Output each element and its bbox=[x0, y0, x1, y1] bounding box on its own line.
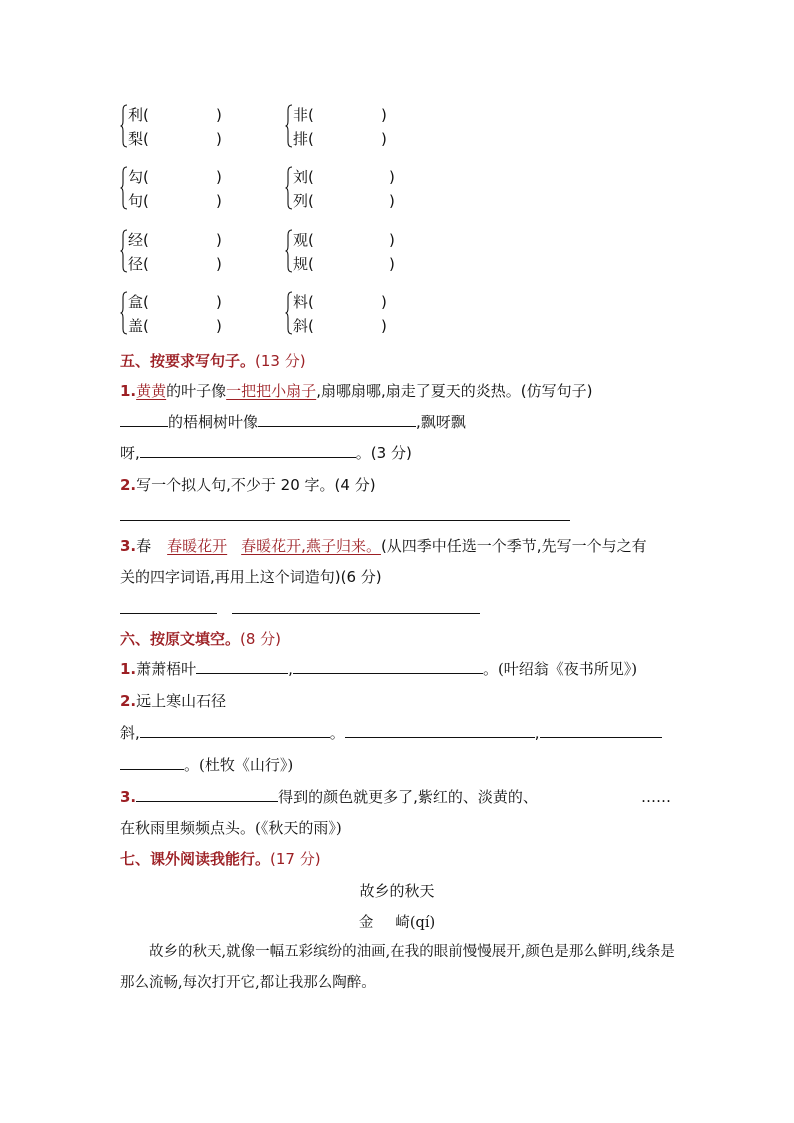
s5-q2-blank[interactable] bbox=[120, 505, 570, 521]
s6-q3-line2 bbox=[120, 817, 342, 839]
char-pair-bottom-line[interactable] bbox=[293, 315, 387, 337]
s6-q3-line1 bbox=[120, 786, 538, 808]
s5-q2 bbox=[120, 474, 376, 496]
section-6-title bbox=[120, 628, 281, 649]
close-paren: ) bbox=[216, 106, 222, 124]
s5-q1-blank-1[interactable] bbox=[120, 411, 168, 427]
char-pair-top-line[interactable] bbox=[293, 104, 387, 126]
s5-q1-blank-2[interactable] bbox=[258, 411, 416, 427]
s5-q2-number: 2. bbox=[120, 476, 137, 494]
close-paren: ) bbox=[381, 293, 387, 311]
s6-q2-line2 bbox=[120, 722, 662, 744]
char-pair-4 bbox=[285, 165, 395, 211]
s5-q1-red-word: 黄黄 bbox=[136, 382, 167, 400]
char-pair-top-line[interactable] bbox=[128, 166, 222, 188]
s6-q3-blank[interactable] bbox=[136, 786, 278, 802]
char-pair-top-char: 观( bbox=[293, 231, 314, 249]
char-pair-bottom-char: 排( bbox=[293, 130, 314, 148]
article-title: 故乡的秋天 bbox=[359, 882, 435, 900]
char-pair-top-char: 勾( bbox=[128, 168, 149, 186]
brace-icon bbox=[285, 290, 293, 336]
s5-q1-line3-end: 。(3 分) bbox=[355, 444, 412, 462]
s6-q2-blank-3[interactable] bbox=[540, 722, 662, 738]
s5-q1-text-2: ,扇哪扇哪,扇走了夏天的炎热。(仿写句子) bbox=[316, 382, 593, 400]
char-pair-top-char: 料( bbox=[293, 293, 314, 311]
char-pair-bottom-line[interactable] bbox=[128, 190, 222, 212]
s6-q2-blank-4[interactable] bbox=[120, 754, 184, 770]
s6-q2-number: 2. bbox=[120, 692, 137, 710]
close-paren: ) bbox=[389, 168, 395, 186]
char-pair-6 bbox=[285, 228, 395, 274]
s6-q2-source: (杜牧《山行》) bbox=[199, 756, 294, 774]
s5-q1-line3 bbox=[120, 442, 412, 464]
brace-icon bbox=[120, 290, 128, 336]
char-pair-bottom-char: 句( bbox=[128, 192, 149, 210]
close-paren: ) bbox=[381, 106, 387, 124]
char-pair-top-char: 刘( bbox=[293, 168, 314, 186]
char-pair-bottom-line[interactable] bbox=[128, 315, 222, 337]
s5-q3-number: 3. bbox=[120, 537, 137, 555]
s5-q1-text-1: 的叶子像 bbox=[166, 382, 227, 400]
close-paren: ) bbox=[381, 130, 387, 148]
s5-q1-line2-end: ,飘呀飘 bbox=[416, 413, 466, 431]
s5-q1-number: 1. bbox=[120, 382, 137, 400]
brace-icon bbox=[120, 165, 128, 211]
char-pair-top-line[interactable] bbox=[128, 291, 222, 313]
s5-q2-answer-line[interactable] bbox=[120, 505, 570, 527]
char-pair-bottom-line[interactable] bbox=[293, 128, 387, 150]
char-pair-top-line[interactable] bbox=[128, 229, 222, 251]
s6-q1-comma: , bbox=[288, 660, 293, 678]
s6-q2-text: 远上寒山石径 bbox=[136, 692, 227, 710]
s6-q2-line1 bbox=[120, 690, 226, 712]
char-pair-5 bbox=[120, 228, 230, 274]
s6-q2-blank-2[interactable] bbox=[345, 722, 535, 738]
brace-icon bbox=[120, 228, 128, 274]
article-author bbox=[0, 911, 794, 932]
brace-icon bbox=[285, 165, 293, 211]
char-pair-top-line[interactable] bbox=[293, 229, 395, 251]
char-pair-bottom-char: 径( bbox=[128, 255, 149, 273]
close-paren: ) bbox=[216, 293, 222, 311]
char-pair-top-char: 非( bbox=[293, 106, 314, 124]
close-paren: ) bbox=[216, 317, 222, 335]
s5-q3-season: 春 bbox=[136, 537, 152, 555]
section-5-points: (13 分) bbox=[255, 352, 306, 370]
char-pair-top-line[interactable] bbox=[293, 291, 387, 313]
s5-q1-line1 bbox=[120, 380, 592, 402]
char-pair-1 bbox=[120, 103, 230, 149]
s5-q3-answer-line bbox=[120, 598, 480, 620]
s5-q2-text: 写一个拟人句,不少于 20 字。(4 分) bbox=[136, 476, 376, 494]
close-paren: ) bbox=[216, 192, 222, 210]
author-surname: 金 bbox=[358, 915, 374, 931]
char-pair-top-char: 利( bbox=[128, 106, 149, 124]
close-paren: ) bbox=[216, 168, 222, 186]
char-pair-8 bbox=[285, 290, 395, 336]
s6-q1 bbox=[120, 658, 637, 680]
s6-q1-blank-2[interactable] bbox=[293, 658, 483, 674]
s5-q3-line1 bbox=[120, 535, 647, 557]
brace-icon bbox=[285, 228, 293, 274]
s6-q2-end: 。 bbox=[184, 756, 200, 774]
s6-q1-number: 1. bbox=[120, 660, 137, 678]
section-5-title bbox=[120, 350, 306, 371]
s5-q3-blank-word[interactable] bbox=[120, 598, 217, 614]
s6-q2-line2-start: 斜, bbox=[120, 724, 140, 742]
section-7-title-text: 七、课外阅读我能行。 bbox=[120, 850, 271, 868]
s6-q3-dots bbox=[641, 786, 671, 808]
char-pair-7 bbox=[120, 290, 230, 336]
char-pair-bottom-char: 列( bbox=[293, 192, 314, 210]
close-paren: ) bbox=[389, 231, 395, 249]
s5-q1-line2 bbox=[120, 411, 466, 433]
author-name: 崎(qí) bbox=[395, 915, 436, 931]
brace-icon bbox=[285, 103, 293, 149]
s5-q1-line2-text: 的梧桐树叶像 bbox=[168, 413, 259, 431]
close-paren: ) bbox=[216, 231, 222, 249]
char-pair-bottom-line[interactable] bbox=[293, 190, 395, 212]
s6-q2-blank-1[interactable] bbox=[140, 722, 330, 738]
close-paren: ) bbox=[381, 317, 387, 335]
s6-q1-end: 。 bbox=[482, 660, 498, 678]
char-pair-top-char: 经( bbox=[128, 231, 149, 249]
s5-q1-blank-3[interactable] bbox=[140, 442, 356, 458]
s6-q3-number: 3. bbox=[120, 788, 137, 806]
s5-q1-underlined-phrase: 一把把小扇子 bbox=[226, 382, 317, 400]
char-pair-top-line[interactable] bbox=[128, 104, 222, 126]
brace-icon bbox=[120, 103, 128, 149]
char-pair-top-line[interactable] bbox=[293, 166, 395, 188]
s6-q2-line3 bbox=[120, 754, 293, 776]
s5-q3-instruction-2: 关的四字词语,再用上这个词造句)(6 分) bbox=[120, 568, 382, 586]
s6-q3-text: 得到的颜色就更多了,紫红的、淡黄的、 bbox=[278, 788, 538, 806]
close-paren: ) bbox=[216, 255, 222, 273]
s6-q3-source: (《秋天的雨》) bbox=[255, 819, 342, 837]
char-pair-3 bbox=[120, 165, 230, 211]
s6-q1-text: 萧萧梧叶 bbox=[136, 660, 197, 678]
section-6-points: (8 分) bbox=[240, 630, 282, 648]
s5-q3-example-sentence: 春暖花开,燕子归来。 bbox=[241, 537, 381, 555]
section-7-points: (17 分) bbox=[270, 850, 321, 868]
s5-q3-example-word: 春暖花开 bbox=[167, 537, 228, 555]
char-pair-bottom-char: 盖( bbox=[128, 317, 149, 335]
s5-q3-blank-sentence[interactable] bbox=[232, 598, 480, 614]
char-pair-bottom-char: 梨( bbox=[128, 130, 149, 148]
close-paren: ) bbox=[389, 192, 395, 210]
s6-q1-source: (叶绍翁《夜书所见》) bbox=[497, 660, 638, 678]
section-7-title bbox=[120, 848, 321, 869]
char-pair-bottom-line[interactable] bbox=[128, 128, 222, 150]
s5-q3-instruction: (从四季中任选一个季节,先写一个与之有 bbox=[380, 537, 647, 555]
s6-q3-ellipsis: …… bbox=[641, 788, 671, 806]
close-paren: ) bbox=[216, 130, 222, 148]
s6-q2-period: 。 bbox=[329, 724, 345, 742]
char-pair-bottom-line[interactable] bbox=[293, 253, 395, 275]
char-pair-bottom-line[interactable] bbox=[128, 253, 222, 275]
s5-q3-line2 bbox=[120, 566, 382, 588]
article-paragraph-1: 故乡的秋天,就像一幅五彩缤纷的油画,在我的眼前慢慢展开,颜色是那么鲜明,线条是那么流畅,每次打开它,都让我那么陶醉。 bbox=[120, 944, 675, 991]
section-5-title-text: 五、按要求写句子。 bbox=[120, 352, 256, 370]
section-6-title-text: 六、按原文填空。 bbox=[120, 630, 241, 648]
s5-q1-line3-start: 呀, bbox=[120, 444, 140, 462]
s6-q2-comma: , bbox=[534, 724, 540, 742]
s6-q3-line2-text: 在秋雨里频频点头。 bbox=[120, 819, 256, 837]
char-pair-top-char: 盒( bbox=[128, 293, 149, 311]
close-paren: ) bbox=[389, 255, 395, 273]
char-pair-bottom-char: 规( bbox=[293, 255, 314, 273]
char-pair-bottom-char: 斜( bbox=[293, 317, 314, 335]
s6-q1-blank-1[interactable] bbox=[196, 658, 288, 674]
char-pair-2 bbox=[285, 103, 395, 149]
